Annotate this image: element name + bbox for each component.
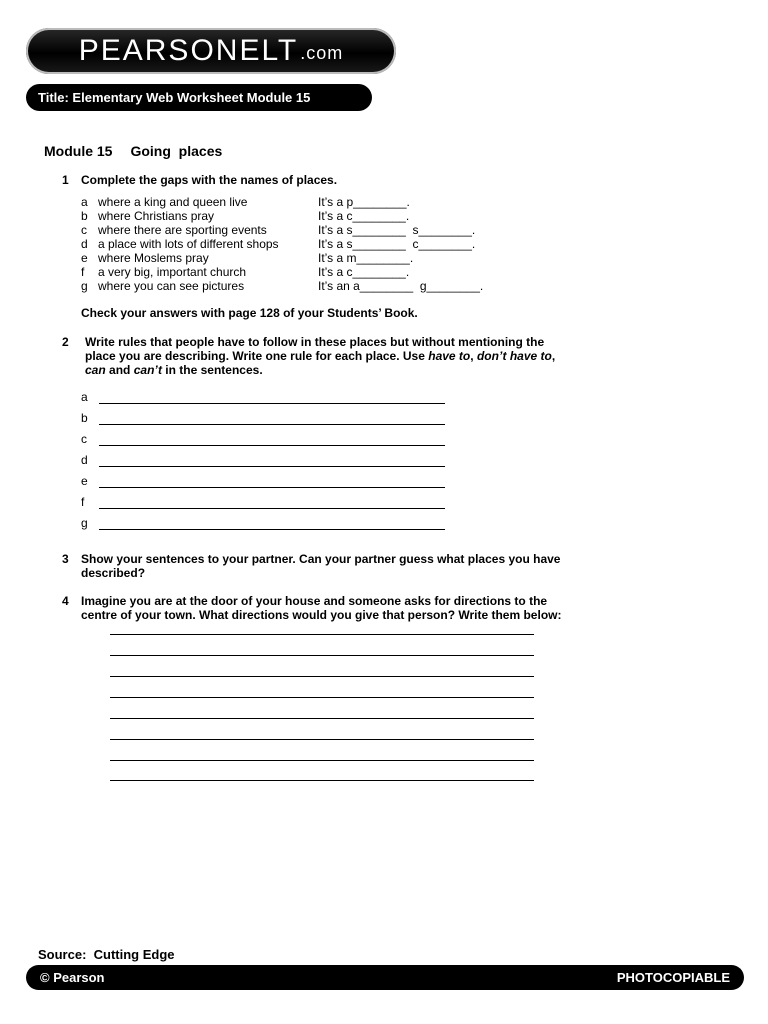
question-1-check: Check your answers with page 128 of your Students’ Book.	[81, 306, 418, 320]
question-2-line-2-text: place you are describing. Write one rule for each place. Use	[85, 349, 425, 363]
question-1-instruction: Complete the gaps with the names of places.	[81, 173, 338, 187]
term-can: can	[85, 363, 106, 377]
rule-answer-line[interactable]	[99, 445, 445, 446]
question-2-instruction	[85, 335, 555, 377]
rule-letter: c	[81, 432, 87, 446]
rule-answer-line[interactable]	[99, 508, 445, 509]
gap-item-description: a place with lots of different shops	[98, 237, 279, 251]
gap-item-letter: d	[81, 237, 88, 251]
directions-answer-line[interactable]	[110, 634, 534, 635]
question-4-instruction	[81, 594, 561, 622]
question-2-line-3-end: in the sentences.	[165, 363, 263, 377]
module-number: Module 15	[44, 143, 113, 159]
directions-answer-line[interactable]	[110, 676, 534, 677]
question-2-line-2	[85, 349, 555, 363]
gap-item-answer: It’s a p________.	[318, 195, 410, 209]
gap-item-answer: It’s a c________.	[318, 265, 410, 279]
question-3-instruction	[81, 552, 560, 580]
rule-answer-line[interactable]	[99, 487, 445, 488]
gap-item-description: where Christians pray	[98, 209, 215, 223]
question-3-number: 3	[62, 552, 69, 566]
footer-bar	[26, 965, 744, 990]
gap-item-letter: g	[81, 279, 88, 293]
pearson-elt-logo	[26, 28, 396, 74]
question-4-line-2: centre of your town. What directions would you give that person? Write them below:	[81, 608, 562, 622]
gap-item-description: where you can see pictures	[98, 279, 245, 293]
rule-letter: e	[81, 474, 88, 488]
directions-answer-line[interactable]	[110, 780, 534, 781]
question-4-number: 4	[62, 594, 69, 608]
rule-letter: a	[81, 390, 88, 404]
gap-item-description: where Moslems pray	[98, 251, 209, 265]
rule-answer-line[interactable]	[99, 466, 445, 467]
term-have-to: have to	[428, 349, 471, 363]
gap-item-answer: It’s an a________ g________.	[318, 279, 484, 293]
gap-item-answer: It’s a s________ s________.	[318, 223, 476, 237]
footer-photocopiable: PHOTOCOPIABLE	[616, 970, 730, 985]
word-and: and	[109, 363, 131, 377]
term-dont-have-to: don’t have to	[476, 349, 552, 363]
rule-letter: d	[81, 453, 88, 467]
gap-item-letter: b	[81, 209, 88, 223]
rule-answer-line[interactable]	[99, 424, 445, 425]
question-2-number: 2	[62, 335, 69, 349]
gap-item-letter: c	[81, 223, 87, 237]
directions-answer-line[interactable]	[110, 697, 534, 698]
question-3-line-2: described?	[81, 566, 146, 580]
gap-item-answer: It’s a s________ c________.	[318, 237, 476, 251]
logo-text: PEARSONELT	[78, 34, 299, 67]
gap-item-letter: a	[81, 195, 88, 209]
gap-item-answer: It’s a m________.	[318, 251, 414, 265]
rule-letter: f	[81, 495, 85, 509]
rule-letter: g	[81, 516, 88, 530]
gap-item-letter: e	[81, 251, 88, 265]
question-4-line-1: Imagine you are at the door of your house and someone asks for directions to the	[81, 594, 548, 608]
worksheet-title: Title: Elementary Web Worksheet Module 15	[38, 90, 311, 105]
question-2-line-3	[85, 363, 555, 377]
comma: ,	[470, 349, 474, 363]
term-cant: can’t	[133, 363, 162, 377]
source-credit: Source: Cutting Edge	[38, 947, 175, 962]
module-heading	[44, 143, 222, 159]
gap-item-description: where there are sporting events	[98, 223, 267, 237]
logo-suffix: .com	[300, 42, 344, 63]
directions-answer-line[interactable]	[110, 739, 534, 740]
worksheet-title-bar	[26, 84, 372, 111]
gap-item-letter: f	[81, 265, 85, 279]
footer-copyright: © Pearson	[40, 970, 105, 985]
directions-answer-line[interactable]	[110, 760, 534, 761]
question-3-line-1: Show your sentences to your partner. Can your partner guess what places you have	[81, 552, 561, 566]
rule-answer-line[interactable]	[99, 529, 445, 530]
question-2-line-1: Write rules that people have to follow in these places but without mentioning the	[85, 335, 545, 349]
rule-answer-line[interactable]	[99, 403, 445, 404]
gap-item-description: a very big, important church	[98, 265, 247, 279]
gap-item-answer: It’s a c________.	[318, 209, 410, 223]
module-name: Going places	[130, 143, 223, 159]
comma: ,	[551, 349, 556, 363]
question-1-number: 1	[62, 173, 69, 187]
directions-answer-line[interactable]	[110, 655, 534, 656]
rule-letter: b	[81, 411, 88, 425]
gap-item-description: where a king and queen live	[98, 195, 248, 209]
directions-answer-line[interactable]	[110, 718, 534, 719]
